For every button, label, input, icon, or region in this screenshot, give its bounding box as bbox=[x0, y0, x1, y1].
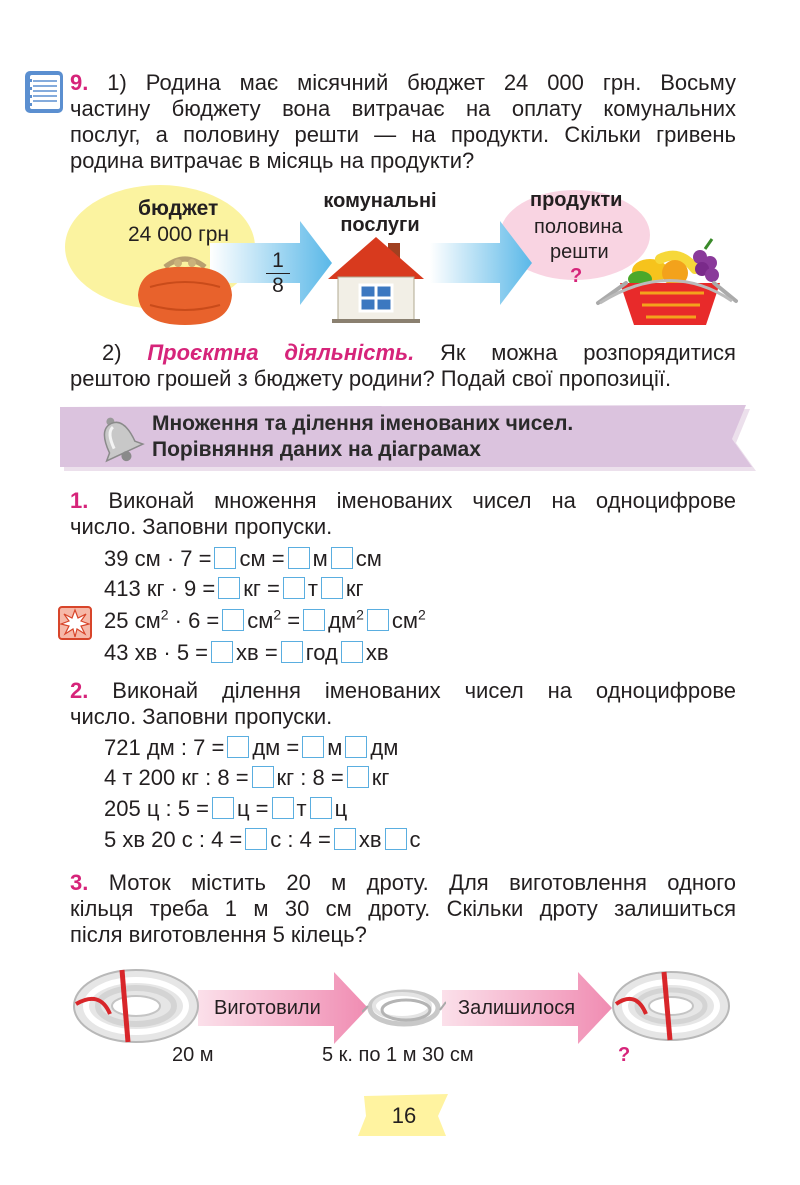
budget-label: бюджет bbox=[138, 197, 219, 220]
arrow-made-label: Виготовили bbox=[214, 997, 321, 1019]
task2-line2: число. Заповни пропуски. bbox=[70, 704, 333, 729]
answer-box[interactable] bbox=[281, 641, 303, 663]
task3-line2: кільця треба 1 м 30 см дроту. Скільки дроту залишиться bbox=[70, 896, 736, 921]
star-burst-icon bbox=[58, 606, 92, 640]
wire-diagram bbox=[66, 960, 746, 1080]
section-title-line2: Порівняння даних на діаграмах bbox=[152, 438, 481, 461]
answer-box[interactable] bbox=[321, 577, 343, 599]
products-question: ? bbox=[570, 265, 583, 287]
answer-box[interactable] bbox=[303, 609, 325, 631]
task9-number: 9. bbox=[70, 70, 89, 95]
task1-row3: 25 $см^2 \cdot 6 = см^2 = дм^2$ $см^2$ bbox=[104, 606, 426, 633]
task3-number: 3. bbox=[70, 870, 89, 895]
fraction-numerator: 1 bbox=[272, 249, 284, 272]
wire-coil-icon bbox=[610, 968, 732, 1044]
page-number-badge bbox=[356, 1092, 452, 1138]
answer-box[interactable] bbox=[331, 547, 353, 569]
answer-box[interactable] bbox=[345, 736, 367, 758]
answer-box[interactable] bbox=[227, 736, 249, 758]
arrow-left-label: Залишилося bbox=[458, 997, 576, 1019]
answer-box[interactable] bbox=[288, 547, 310, 569]
page-number: 16 bbox=[391, 1103, 417, 1128]
answer-box[interactable] bbox=[272, 797, 294, 819]
label-start: 20 м bbox=[172, 1044, 214, 1066]
utilities-label: комунальні послуги bbox=[323, 190, 437, 236]
task9-line4: родина витрачає в місяць на продукти? bbox=[70, 148, 475, 173]
task2-number: 2. bbox=[70, 678, 89, 703]
notebook-icon bbox=[24, 70, 64, 114]
task1-row2: 413 кг · 9 = кг = т кг bbox=[104, 576, 364, 601]
answer-box[interactable] bbox=[310, 797, 332, 819]
products-rest: решти bbox=[550, 241, 609, 263]
label-end: ? bbox=[618, 1044, 631, 1066]
task3-line3: після виготовлення 5 кілець? bbox=[70, 922, 367, 947]
answer-box[interactable] bbox=[214, 547, 236, 569]
answer-box[interactable] bbox=[211, 641, 233, 663]
task2-row3: 205 ц : 5 = ц = т ц bbox=[104, 796, 348, 821]
task9-line3: послуг, а половину решти — на продукти. Скільки гривень bbox=[70, 122, 736, 147]
answer-box[interactable] bbox=[347, 766, 369, 788]
task9-part2 bbox=[70, 340, 736, 392]
task2-row1: 721 дм : 7 = дм = м дм bbox=[104, 735, 399, 760]
answer-box[interactable] bbox=[334, 828, 356, 850]
task9-line1: 9. 1) Родина має місячний бюджет 24 000 грн. Восьму bbox=[70, 70, 736, 95]
wire-coil-icon bbox=[70, 966, 202, 1046]
project-activity-label: Проєктна діяльність. bbox=[147, 340, 415, 365]
budget-diagram bbox=[60, 185, 750, 335]
task3-line1: 3. Моток містить 20 м дроту. Для виготовлення одного bbox=[70, 870, 736, 895]
answer-box[interactable] bbox=[245, 828, 267, 850]
rings-icon bbox=[362, 980, 446, 1036]
label-mid: 5 к. по 1 м 30 см bbox=[322, 1044, 474, 1066]
task9-part2-line1: 2) Проєктна діяльність. Як можна розпорядитися bbox=[102, 340, 736, 365]
fraction-denominator: 8 bbox=[272, 274, 284, 297]
task9-part2-line2: рештою грошей з бюджету родини? Подай свої пропозиції. bbox=[70, 366, 672, 391]
answer-box[interactable] bbox=[367, 609, 389, 631]
house-icon bbox=[326, 233, 426, 325]
wallet-icon bbox=[130, 247, 240, 327]
section-title bbox=[152, 411, 573, 463]
fraction bbox=[266, 249, 290, 298]
bell-icon bbox=[90, 412, 146, 464]
task9-line2: частину бюджету вона витрачає на оплату комунальних bbox=[70, 96, 736, 121]
task1-row1: 39 см · 7 = см = м см bbox=[104, 546, 382, 571]
task2-row4: 5 хв 20 с : 4 = с : 4 = хв с bbox=[104, 827, 421, 852]
answer-box[interactable] bbox=[283, 577, 305, 599]
task2-row2: 4 т 200 кг : 8 = кг : 8 = кг bbox=[104, 765, 390, 790]
products-title: продукти bbox=[530, 189, 623, 211]
task2-line1: 2. Виконай ділення іменованих чисел на одноцифрове bbox=[70, 678, 736, 703]
task1-line2: число. Заповни пропуски. bbox=[70, 514, 333, 539]
answer-box[interactable] bbox=[385, 828, 407, 850]
answer-box[interactable] bbox=[341, 641, 363, 663]
answer-box[interactable] bbox=[252, 766, 274, 788]
task2-text bbox=[70, 678, 736, 730]
answer-box[interactable] bbox=[222, 609, 244, 631]
products-half: половина bbox=[534, 216, 623, 238]
answer-box[interactable] bbox=[218, 577, 240, 599]
task1-number: 1. bbox=[70, 488, 89, 513]
budget-value: 24 000 грн bbox=[128, 223, 230, 246]
task1-line1: 1. Виконай множення іменованих чисел на одноцифрове bbox=[70, 488, 736, 513]
task1-row4: 43 хв · 5 = хв = год хв bbox=[104, 640, 389, 665]
section-banner bbox=[60, 405, 760, 471]
fruit-basket-icon bbox=[580, 229, 740, 329]
section-title-line1: Множення та ділення іменованих чисел. bbox=[152, 412, 574, 435]
task3-text bbox=[70, 870, 736, 948]
answer-box[interactable] bbox=[302, 736, 324, 758]
task1-text bbox=[70, 488, 736, 540]
task9-text bbox=[70, 70, 736, 174]
answer-box[interactable] bbox=[212, 797, 234, 819]
